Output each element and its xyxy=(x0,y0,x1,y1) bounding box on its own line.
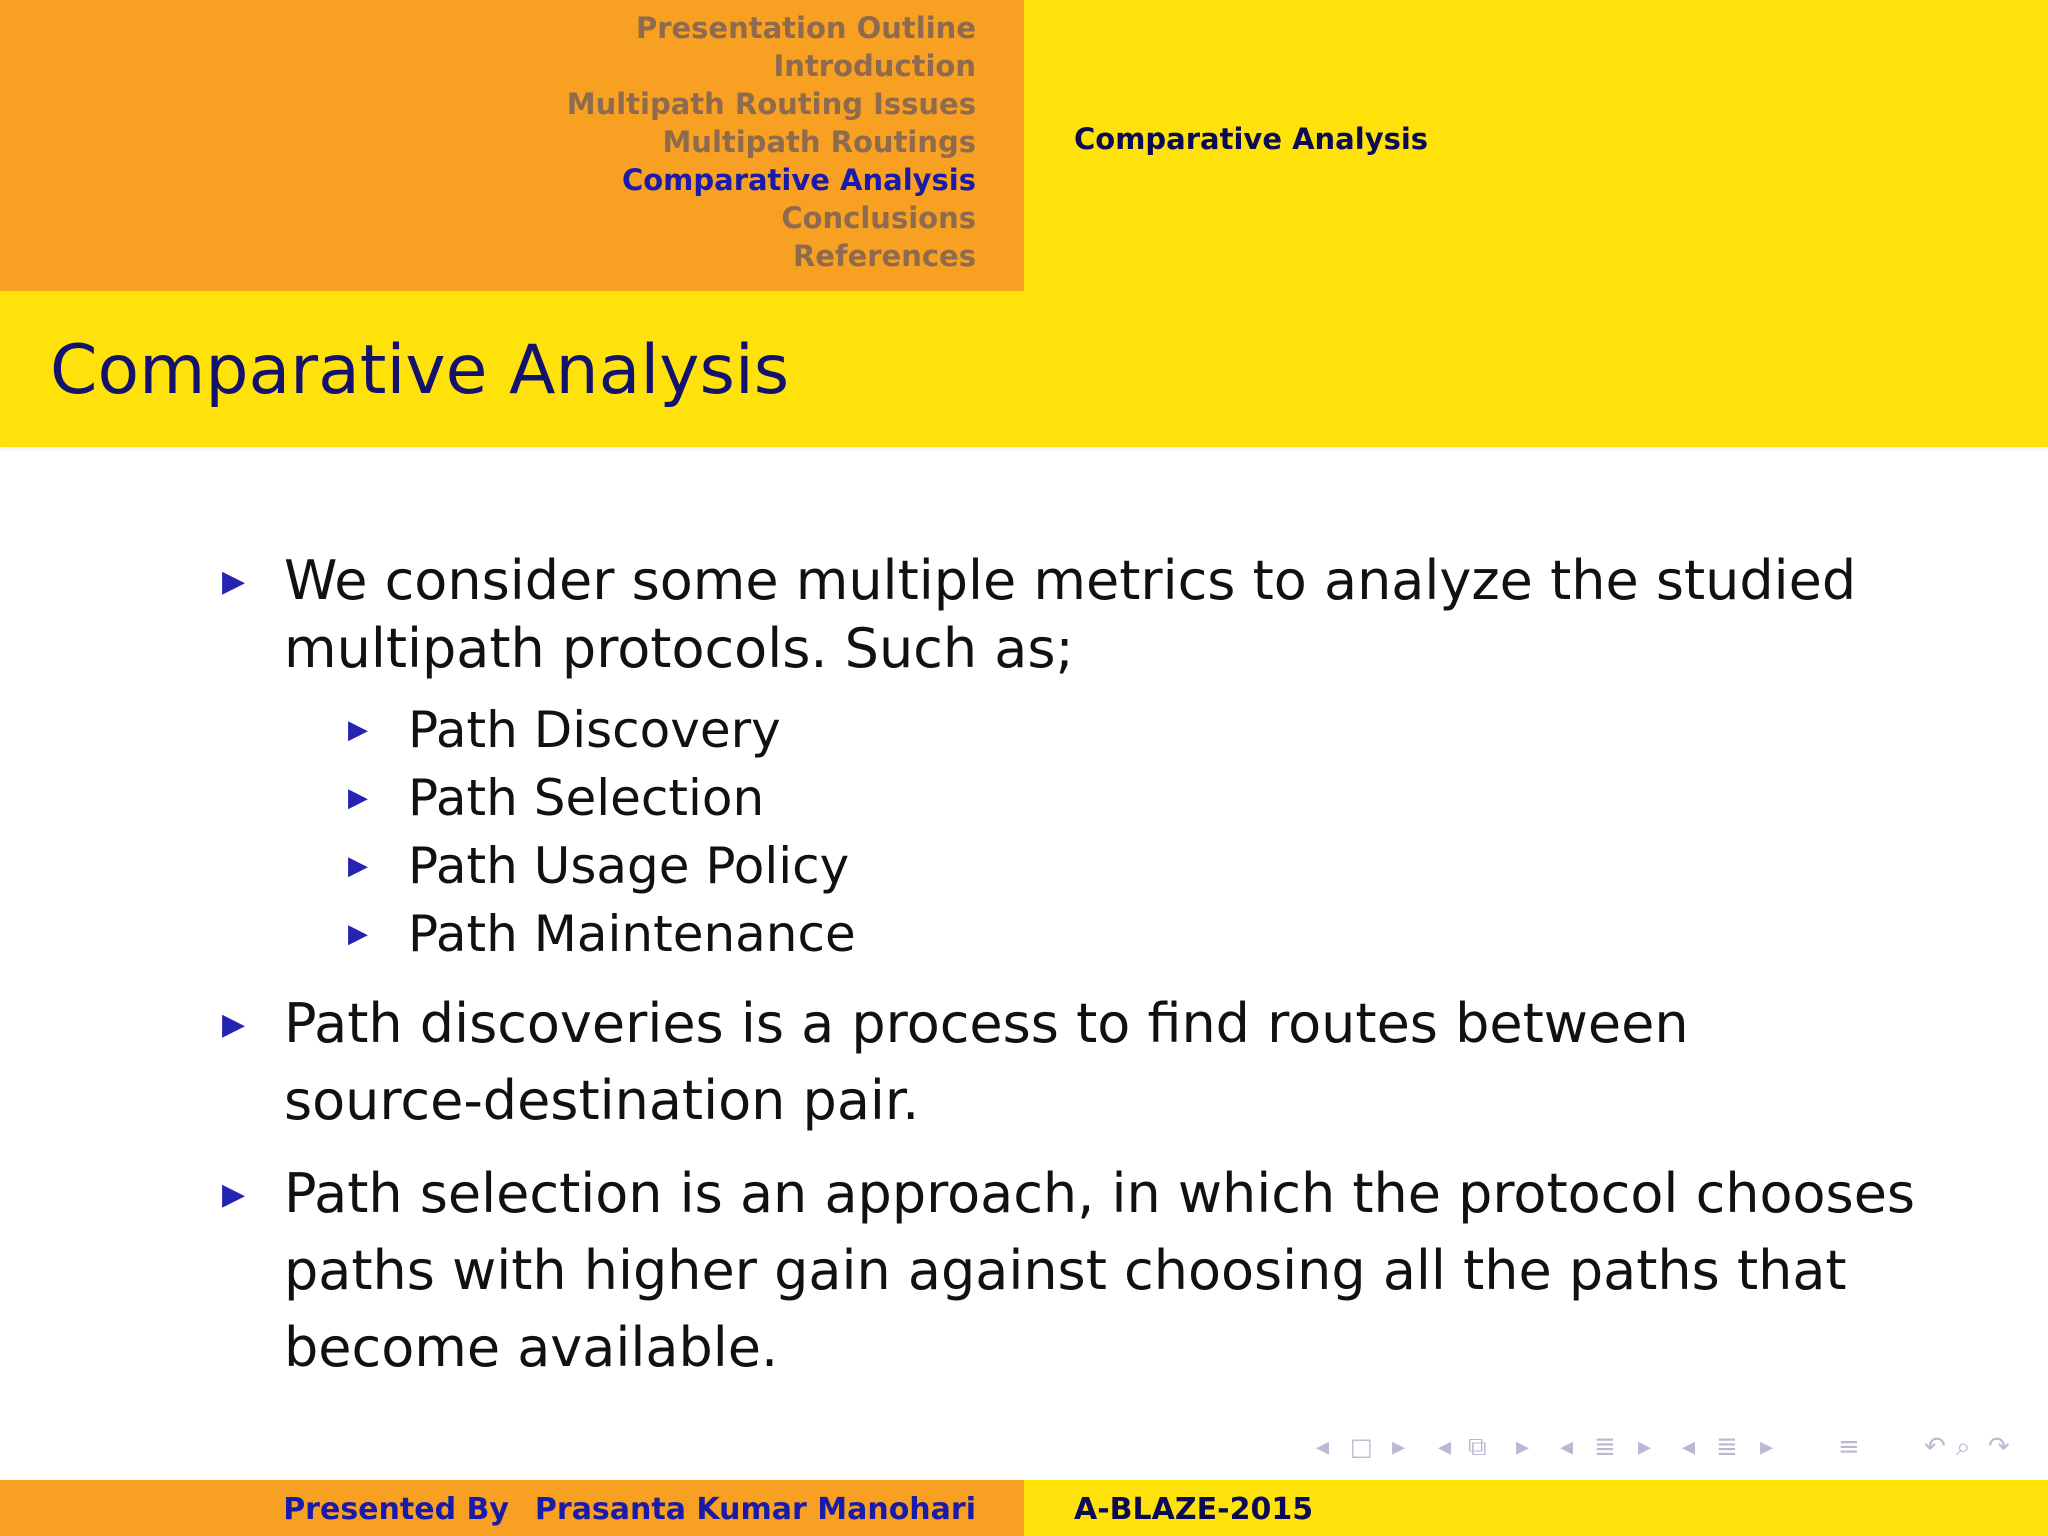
outline-item[interactable]: Introduction xyxy=(773,49,976,83)
nav-document-icon[interactable]: ≣ xyxy=(1716,1432,1738,1462)
outline-item-active[interactable]: Comparative Analysis xyxy=(621,163,976,197)
header xyxy=(0,0,2048,291)
bullet-text: paths with higher gain against choosing all the paths that xyxy=(284,1239,1847,1302)
nav-subsection-icon[interactable]: ⧉ xyxy=(1468,1432,1487,1462)
bullet-text: become available. xyxy=(284,1316,779,1379)
bullet-marker: ▶ xyxy=(222,1177,246,1212)
outline-item[interactable]: Multipath Routing Issues xyxy=(566,87,976,121)
nav-section-icon[interactable]: ≣ xyxy=(1594,1432,1616,1462)
section-title[interactable]: Comparative Analysis xyxy=(1074,122,1429,156)
frame-title: Comparative Analysis xyxy=(50,331,790,410)
nav-prev-arrow-icon[interactable]: ◂ xyxy=(1560,1432,1574,1462)
nav-next-arrow-icon[interactable]: ▸ xyxy=(1638,1432,1652,1462)
bullet-text: source-destination pair. xyxy=(284,1069,920,1132)
outline-item[interactable]: References xyxy=(792,239,976,273)
bullet-marker: ▶ xyxy=(222,1007,246,1042)
nav-back-icon[interactable]: ↶ xyxy=(1924,1432,1946,1462)
slide-content xyxy=(0,447,2048,1480)
presenter-name: Prasanta Kumar Manohari xyxy=(534,1492,976,1527)
outline-nav xyxy=(567,9,976,275)
header-outline-panel xyxy=(0,0,1024,291)
presented-by-label: Presented By xyxy=(283,1492,509,1527)
nav-search-icon[interactable]: ⌕ xyxy=(1956,1432,1971,1462)
conference-name: A-BLAZE-2015 xyxy=(1074,1492,1314,1527)
nav-next-arrow-icon[interactable]: ▸ xyxy=(1516,1432,1530,1462)
bullet-text: We consider some multiple metrics to analyze the studied xyxy=(284,549,1857,612)
header-section-panel xyxy=(1024,0,2048,291)
nav-next-arrow-icon[interactable]: ▸ xyxy=(1760,1432,1774,1462)
bullet-marker: ▶ xyxy=(222,564,246,599)
nav-forward-icon[interactable]: ↷ xyxy=(1988,1432,2010,1462)
sub-bullet-marker: ▶ xyxy=(348,715,368,745)
sub-bullet-marker: ▶ xyxy=(348,783,368,813)
sub-item-text: Path Selection xyxy=(408,769,765,827)
sub-item-text: Path Usage Policy xyxy=(408,837,850,895)
outline-item[interactable]: Multipath Routings xyxy=(662,125,976,159)
navigation-symbols xyxy=(1310,1432,2040,1468)
nav-frame-icon[interactable]: □ xyxy=(1350,1433,1373,1461)
nav-prev-arrow-icon[interactable]: ◂ xyxy=(1438,1432,1452,1462)
nav-align-icon[interactable]: ≡ xyxy=(1838,1432,1860,1462)
outline-item[interactable]: Conclusions xyxy=(781,201,976,235)
sub-item-text: Path Discovery xyxy=(408,701,781,759)
footer-presenter xyxy=(283,1492,976,1527)
footer-author-panel xyxy=(0,1480,1024,1536)
nav-next-arrow-icon[interactable]: ▸ xyxy=(1392,1432,1406,1462)
bullet-text: multipath protocols. Such as; xyxy=(284,617,1074,680)
outline-item[interactable]: Presentation Outline xyxy=(635,11,976,45)
nav-prev-arrow-icon[interactable]: ◂ xyxy=(1682,1432,1696,1462)
sub-bullet-marker: ▶ xyxy=(348,919,368,949)
footer-conference-panel xyxy=(1024,1480,2048,1536)
frame-title-band xyxy=(0,291,2048,447)
sub-item-text: Path Maintenance xyxy=(408,905,856,963)
nav-prev-arrow-icon[interactable]: ◂ xyxy=(1316,1432,1330,1462)
sub-bullet-marker: ▶ xyxy=(348,851,368,881)
bullet-text: Path discoveries is a process to find routes between xyxy=(284,992,1689,1055)
bullet-text: Path selection is an approach, in which the protocol chooses xyxy=(284,1162,1916,1225)
